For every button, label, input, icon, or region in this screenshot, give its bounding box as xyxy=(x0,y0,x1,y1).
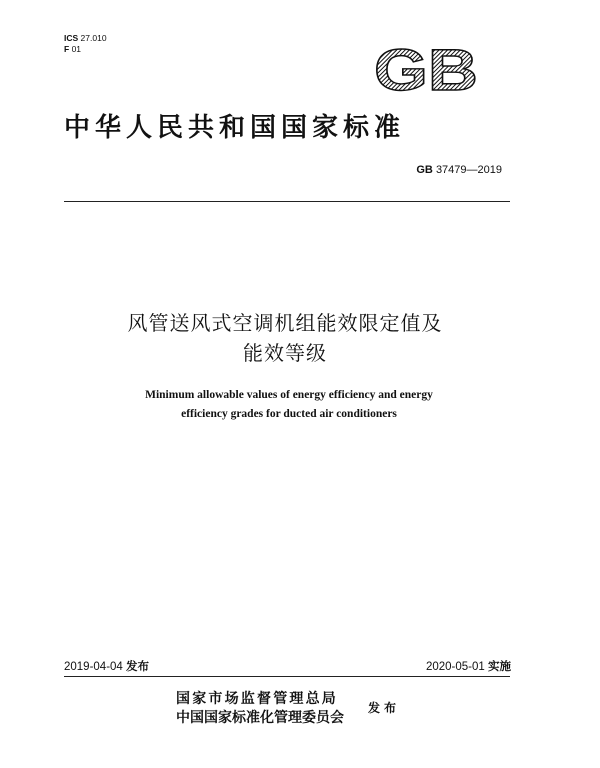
implementation-date-word: 实施 xyxy=(488,661,511,673)
issue-date-word: 发布 xyxy=(126,661,150,673)
implementation-date xyxy=(426,658,511,674)
english-title-line-2: efficiency grades for ducted air conditioners xyxy=(181,408,397,420)
classification-codes xyxy=(64,33,107,55)
ics-value: 27.010 xyxy=(80,33,107,43)
chinese-title-line-2: 能效等级 xyxy=(243,341,327,365)
ics-label: ICS xyxy=(64,33,79,43)
issue-date-value: 2019-04-04 xyxy=(64,661,123,673)
ics-code xyxy=(64,33,107,44)
implementation-date-value: 2020-05-01 xyxy=(425,661,485,673)
standard-number-value: 37479—2019 xyxy=(435,164,502,176)
gb-logo xyxy=(372,40,480,94)
ccs-value: 01 xyxy=(71,44,82,54)
publish-word: 发布 xyxy=(368,701,401,715)
issue-date xyxy=(64,658,149,674)
english-title-line-1: Minimum allowable values of energy efficiency and energy xyxy=(145,389,433,401)
issuing-organizations xyxy=(176,690,344,728)
chinese-title-line-1: 风管送风式空调机组能效限定值及 xyxy=(127,311,443,335)
gb-logo-text: GB xyxy=(374,40,478,94)
standard-number-prefix: GB xyxy=(416,164,433,176)
issuer-samr: 国家市场监督管理总局 xyxy=(176,691,338,707)
bottom-divider xyxy=(64,676,510,677)
standard-number xyxy=(416,164,502,176)
national-standard-heading: 中华人民共和国国家标准 xyxy=(64,113,406,143)
top-divider xyxy=(64,201,510,202)
ccs-label: F xyxy=(64,44,70,54)
issuer-sac: 中国国家标准化管理委员会 xyxy=(176,710,344,726)
english-title xyxy=(0,386,578,424)
chinese-title xyxy=(0,308,570,368)
ccs-code xyxy=(64,44,107,55)
